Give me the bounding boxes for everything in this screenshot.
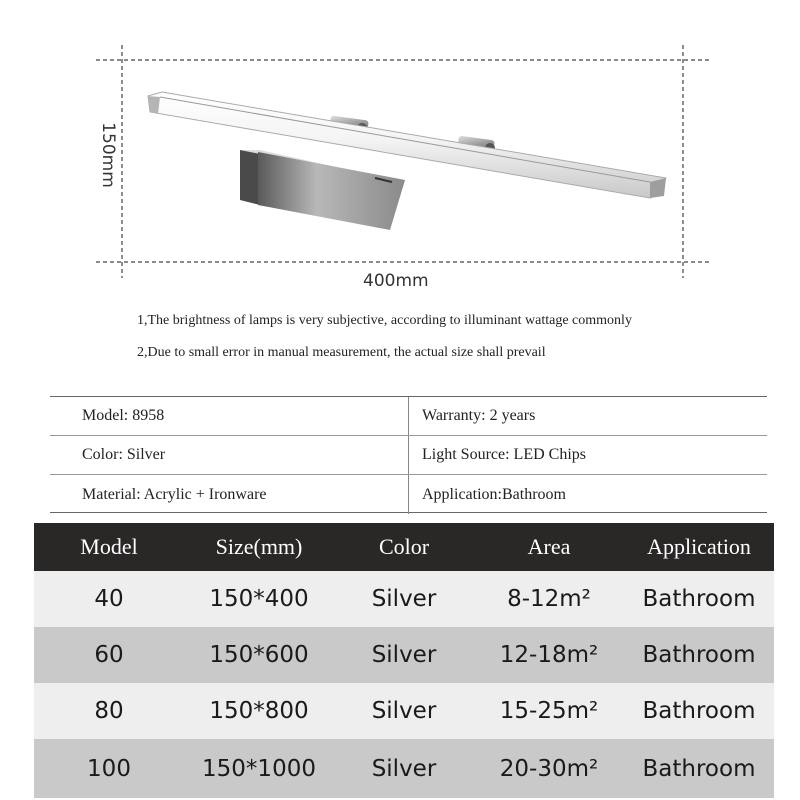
cell-size: 150*1000: [202, 755, 316, 782]
product-dimension-drawing: [0, 0, 800, 300]
cell-size: 150*400: [209, 586, 309, 612]
cell-model: 40: [94, 586, 124, 612]
header-size: Size(mm): [215, 534, 303, 559]
cell-model: 80: [94, 698, 124, 724]
note-brightness: 1,The brightness of lamps is very subjective, according to illuminant wattage commonly: [137, 313, 632, 328]
spec-row: [50, 475, 767, 514]
cell-application: Bathroom: [642, 586, 756, 612]
height-dimension-label: 150mm: [98, 122, 118, 188]
spec-table: [50, 396, 767, 513]
table-row: [34, 683, 774, 739]
cell-application: Bathroom: [642, 642, 756, 668]
light-bar: [148, 92, 666, 198]
cell-area: 12-18m²: [499, 642, 599, 668]
spec-color: Color: Silver: [82, 446, 166, 463]
table-row: [34, 627, 774, 683]
header-area: Area: [527, 534, 571, 559]
cell-application: Bathroom: [642, 698, 756, 724]
dimension-lines: [96, 45, 712, 278]
note-measurement: 2,Due to small error in manual measurement, the actual size shall prevail: [137, 345, 546, 360]
width-dimension-label: 400mm: [363, 271, 429, 291]
wall-mount-box: [240, 150, 405, 230]
cell-color: Silver: [371, 586, 437, 612]
table-row: [34, 739, 774, 798]
lamp-illustration: [0, 0, 800, 300]
cell-model: 60: [94, 642, 124, 668]
cell-area: 8-12m²: [507, 586, 591, 612]
spec-material: Material: Acrylic + Ironware: [82, 485, 267, 503]
spec-application: Application:Bathroom: [422, 485, 566, 503]
model-table: [34, 523, 774, 798]
cell-color: Silver: [371, 755, 437, 782]
spec-row: [50, 436, 767, 475]
spec-light-source: Light Source: LED Chips: [422, 446, 586, 463]
cell-size: 150*800: [209, 698, 309, 724]
cell-color: Silver: [371, 698, 437, 724]
cell-model: 100: [87, 755, 131, 782]
spec-model: Model: 8958: [82, 407, 165, 424]
cell-color: Silver: [371, 642, 437, 668]
spec-row: [50, 397, 767, 436]
cell-application: Bathroom: [642, 755, 756, 782]
header-application: Application: [647, 534, 751, 559]
header-color: Color: [378, 534, 430, 559]
cell-area: 20-30m²: [499, 755, 599, 782]
header-model: Model: [80, 534, 138, 559]
cell-size: 150*600: [209, 642, 309, 668]
spec-warranty: Warranty: 2 years: [422, 407, 536, 424]
cell-area: 15-25m²: [499, 698, 599, 724]
table-row: [34, 571, 774, 627]
model-table-header: [34, 523, 774, 571]
